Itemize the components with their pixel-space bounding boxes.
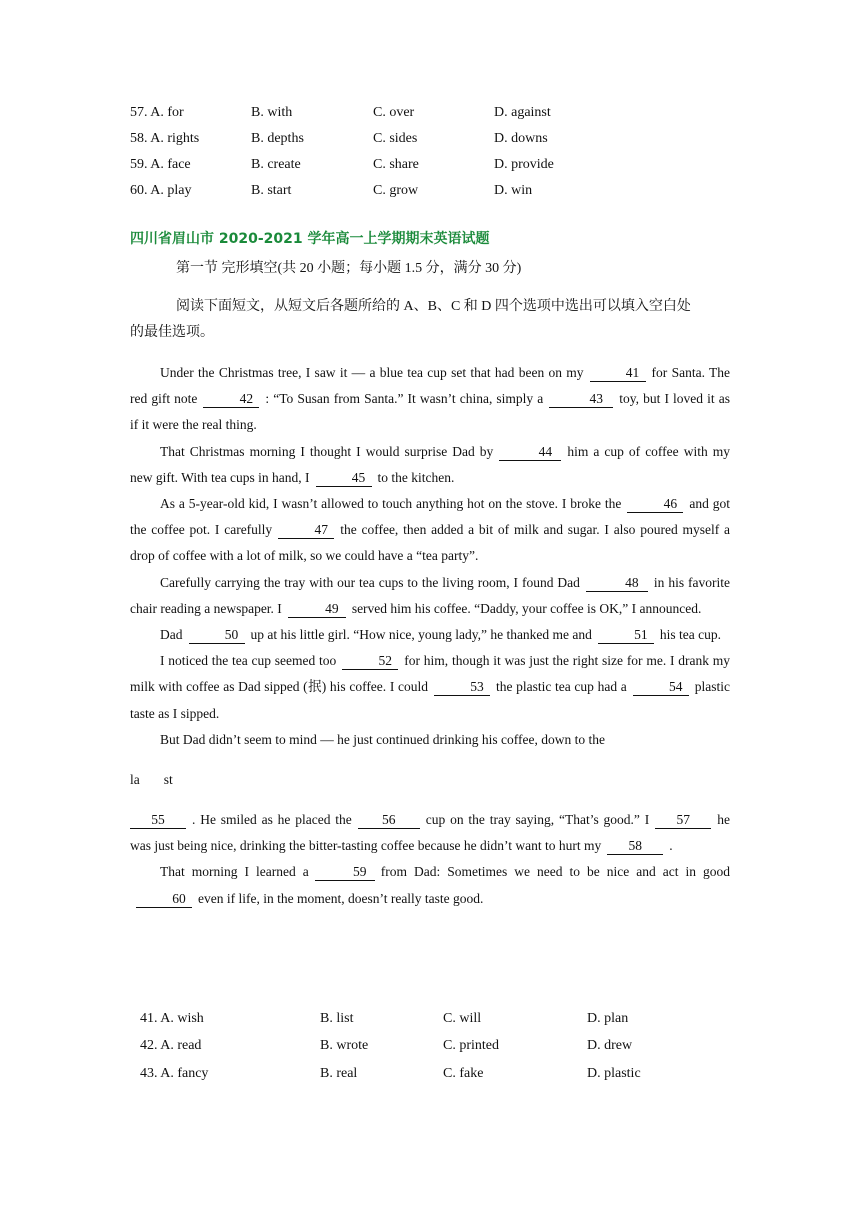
split-word-la: la: [130, 772, 140, 788]
paragraph-8: [130, 859, 730, 911]
cloze-passage: [130, 360, 730, 912]
question-number: 43.: [140, 1066, 161, 1081]
option-c: C. share: [373, 157, 419, 172]
passage-text: plastic taste as I sipped.: [130, 679, 730, 721]
passage-text: even if life, in the moment, doesn’t really taste good.: [198, 890, 484, 906]
passage-text: the coffee, then added a bit of milk and sugar. I also poured myself a drop of coffee with a lot of milk, so we could have a “tea party”.: [130, 522, 730, 564]
option-c: C. sides: [373, 131, 418, 146]
option-row-59: [130, 155, 730, 175]
section-heading: 第一节 完形填空(共 20 小题；每小题 1.5 分，满分 30 分): [176, 261, 522, 276]
blank-53: 53: [434, 678, 490, 696]
paragraph-1: [130, 360, 730, 439]
option-a: 59. A. face: [130, 157, 191, 172]
blank-55: 55: [130, 811, 186, 829]
paragraph-3: [130, 491, 730, 570]
passage-text: . He smiled as he placed the: [192, 812, 352, 828]
blank-46: 46: [627, 495, 683, 513]
blank-56: 56: [358, 811, 420, 829]
option-row-41: [140, 1009, 740, 1029]
question-number: 60.: [130, 183, 151, 198]
option-b: B. with: [251, 105, 293, 120]
instruction-line-1: [130, 294, 730, 320]
split-word-st: st: [163, 772, 173, 788]
option-a: 43. A. fancy: [140, 1066, 209, 1081]
blank-49: 49: [288, 600, 346, 618]
passage-text: Under the Christmas tree, I saw it — a blue tea cup set that had been on my: [160, 365, 584, 380]
blank-57: 57: [655, 811, 711, 829]
option-a: 57. A. for: [130, 105, 184, 120]
option-c: C. fake: [443, 1066, 484, 1081]
question-number: 42.: [140, 1038, 161, 1053]
passage-text: to the kitchen.: [377, 469, 455, 485]
passage-text: cup on the tray saying, “That’s good.” I: [425, 812, 650, 828]
option-row-58: [130, 129, 730, 149]
option-a: 60. A. play: [130, 183, 192, 198]
instruction-text-1: 阅读下面短文，从短文后各题所给的 A、B、C 和 D 四个选项中选出可以填入空白处: [176, 299, 691, 314]
passage-text: his tea cup.: [659, 627, 722, 643]
option-b: B. real: [320, 1066, 358, 1081]
passage-text: he was just being nice, drinking the bitter-tasting coffee because he didn’t want to hurt my: [130, 812, 730, 854]
option-d: D. downs: [494, 131, 548, 146]
passage-text: As a 5-year-old kid, I wasn’t allowed to touch anything hot on the stove. I broke the: [160, 496, 622, 512]
paragraph-2: [130, 439, 730, 491]
passage-text: for him, though it was just the right size for me. I drank my milk with coffee as Dad sipped (抿) his coffee. I could: [130, 653, 730, 695]
option-c: C. will: [443, 1011, 482, 1026]
paragraph-7-split: [130, 753, 730, 807]
blank-42: 42: [203, 390, 259, 408]
instruction-text-2: 的最佳选项。: [130, 325, 214, 340]
blank-47: 47: [278, 521, 334, 539]
option-d: D. plastic: [587, 1066, 641, 1081]
passage-text: I noticed the tea cup seemed too: [160, 653, 337, 669]
blank-41: 41: [590, 364, 646, 382]
passage-text: Carefully carrying the tray with our tea cups to the living room, I found Dad: [160, 574, 580, 590]
option-b: B. create: [251, 157, 301, 172]
option-d: D. provide: [494, 157, 554, 172]
passage-text: in his favorite chair reading a newspaper. I: [130, 574, 730, 616]
passage-text: up at his little girl. “How nice, young lady,” he thanked me and: [250, 627, 592, 643]
blank-58: 58: [607, 837, 663, 855]
passage-text: him a cup of coffee with my new gift. With tea cups in hand, I: [130, 443, 730, 485]
passage-text: Dad: [160, 627, 183, 643]
question-number: 57.: [130, 105, 151, 120]
paragraph-5: [130, 622, 730, 648]
option-b: B. wrote: [320, 1038, 369, 1053]
option-row-42: [140, 1036, 740, 1056]
paragraph-7: [130, 727, 730, 753]
passage-text: But Dad didn’t seem to mind — he just continued drinking his coffee, down to the: [160, 731, 605, 747]
option-row-57: [130, 103, 730, 123]
option-b: B. depths: [251, 131, 304, 146]
option-a: 41. A. wish: [140, 1011, 204, 1026]
option-c: C. grow: [373, 183, 419, 198]
option-d: D. win: [494, 183, 533, 198]
passage-text: : “To Susan from Santa.” It wasn’t china, simply a: [265, 391, 544, 407]
blank-60: 60: [136, 890, 192, 908]
blank-50: 50: [189, 626, 245, 644]
blank-45: 45: [316, 469, 372, 487]
option-a: 58. A. rights: [130, 131, 200, 146]
passage-text: served him his coffee. “Daddy, your coffee is OK,” I announced.: [351, 600, 702, 616]
paragraph-6: [130, 648, 730, 727]
question-number: 59.: [130, 157, 151, 172]
exam-title: 四川省眉山市 2020-2021 学年高一上学期期末英语试题: [130, 231, 490, 247]
blank-54: 54: [633, 678, 689, 696]
paragraph-4: [130, 570, 730, 622]
question-number: 58.: [130, 131, 151, 146]
passage-text: for Santa. The red gift note: [130, 365, 730, 407]
passage-text: and got the coffee pot. I carefully: [130, 496, 730, 538]
blank-59: 59: [315, 863, 375, 881]
instruction-line-2: [130, 320, 730, 346]
passage-text: from Dad: Sometimes we need to be nice and act in good: [380, 864, 730, 880]
paragraph-7-cont: [130, 807, 730, 859]
blank-51: 51: [598, 626, 654, 644]
passage-text: That Christmas morning I thought I would surprise Dad by: [160, 443, 494, 459]
question-number: 41.: [140, 1011, 161, 1026]
blank-52: 52: [342, 652, 398, 670]
blank-43: 43: [549, 390, 613, 408]
option-d: D. plan: [587, 1011, 629, 1026]
blank-44: 44: [499, 443, 561, 461]
option-a: 42. A. read: [140, 1038, 202, 1053]
option-d: D. drew: [587, 1038, 633, 1053]
option-b: B. start: [251, 183, 292, 198]
passage-text: the plastic tea cup had a: [495, 679, 627, 695]
option-c: C. over: [373, 105, 415, 120]
passage-text: That morning I learned a: [160, 864, 309, 880]
option-c: C. printed: [443, 1038, 499, 1053]
blank-48: 48: [586, 574, 648, 592]
passage-text: .: [669, 838, 673, 854]
option-row-43: [140, 1064, 740, 1084]
passage-text: toy, but I loved it as if it were the real thing.: [130, 391, 730, 433]
option-row-60: [130, 181, 730, 201]
option-b: B. list: [320, 1011, 354, 1026]
option-d: D. against: [494, 105, 551, 120]
